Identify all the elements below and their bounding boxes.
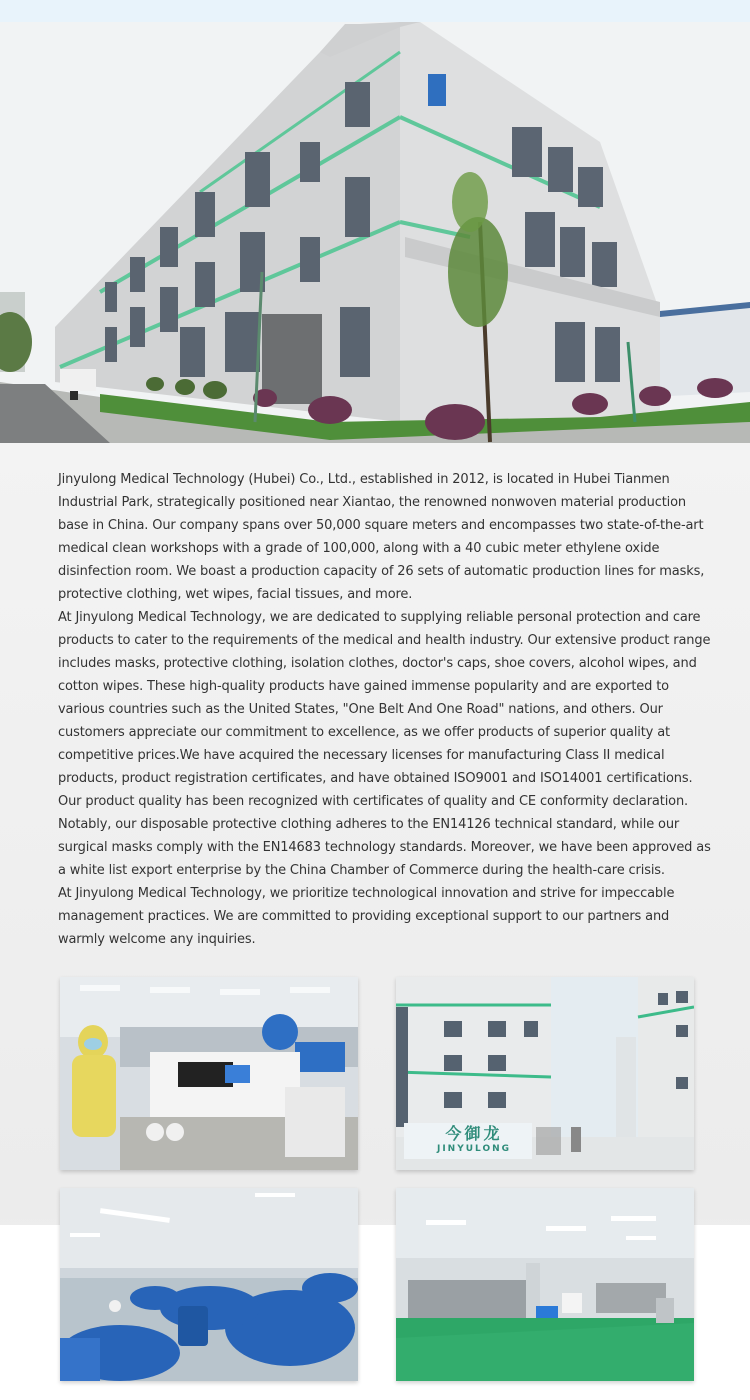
about-paragraph-3: At Jinyulong Medical Technology, we prioritize technological innovation and strive for impeccable management practices. We are committed to providing exceptional support to our partners and warmly welcome any inquiries.: [58, 886, 675, 947]
about-text: [58, 468, 718, 951]
protective-clothing-workshop-photo: [60, 1188, 358, 1381]
top-band: [0, 0, 750, 22]
about-paragraph-2: At Jinyulong Medical Technology, we are dedicated to supplying reliable personal protection and care products to cater to the requirements of the medical and health industry. Our extensive product range includes masks, protective clothing, isolation clothes, doctor's caps, shoe covers, alcohol wipes, and cotton wipes. These high-quality products have gained immense popularity and are exported to various countries such as the United States, "One Belt And One Road" nations, and others. Our customers appreciate our commitment to excellence, as we offer products of superior quality at competitive prices.We have acquired the necessary licenses for manufacturing Class II medical products, product registration certificates, and have obtained ISO9001 and ISO14001 certifications. Our product quality has been recognized with certificates of quality and CE conformity declaration. Notably, our disposable protective clothing adheres to the EN14126 technical standard, while our surgical masks comply with the EN14683 technology standards. Moreover, we have been approved as a white list export enterprise by the China Chamber of Commerce during the health-care crisis.: [58, 610, 711, 878]
brand-sign-chinese: 今御龙: [445, 1124, 503, 1143]
brand-sign-english: JINYULONG: [436, 1144, 512, 1154]
factory-entrance-sign-photo: [396, 977, 694, 1170]
production-line-hall-photo: [396, 1188, 694, 1381]
factory-building-photo: [0, 22, 750, 443]
about-paragraph-1: Jinyulong Medical Technology (Hubei) Co., Ltd., established in 2012, is located in Hubei Tianmen Industrial Park, strategically positioned near Xiantao, the renowned nonwoven material production base in China. Our company spans over 50,000 square meters and encompasses two state-of-the-art medical clean workshops with a grade of 100,000, along with a 40 cubic meter ethylene oxide disinfection room. We boast a production capacity of 26 sets of automatic production lines for masks, protective clothing, wet wipes, facial tissues, and more.: [58, 472, 705, 602]
mask-machine-workshop-photo: [60, 977, 358, 1170]
